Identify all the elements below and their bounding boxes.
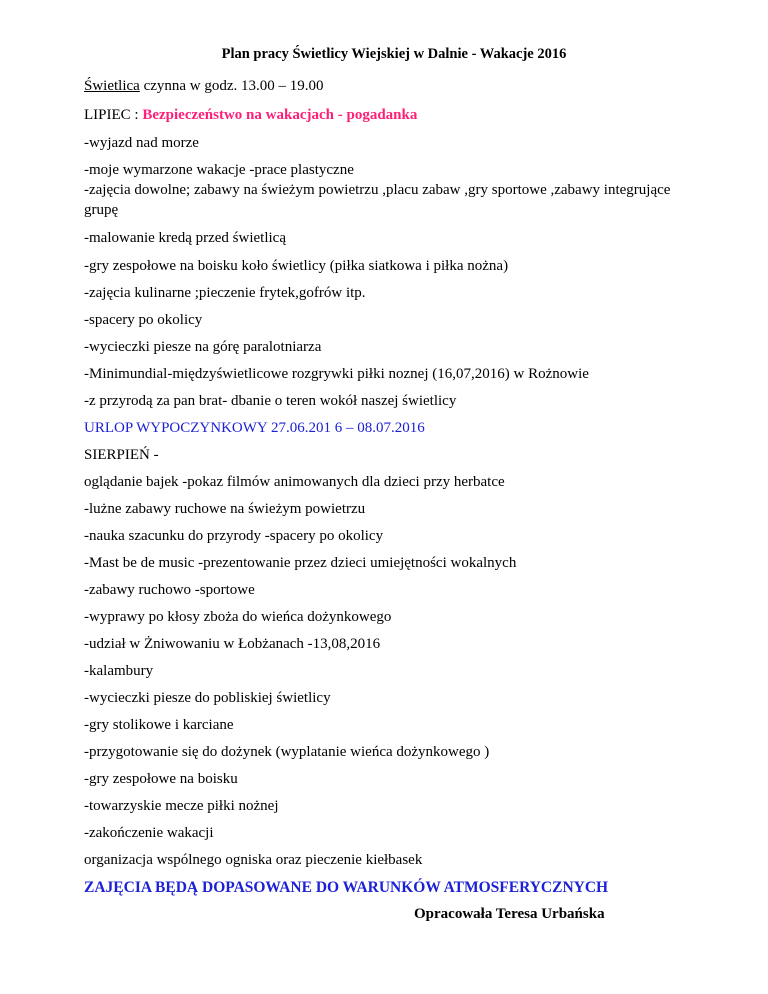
august-item: -wyprawy po kłosy zboża do wieńca dożynkowego bbox=[84, 609, 392, 625]
vacation-notice: URLOP WYPOCZYNKOWY 27.06.201 6 – 08.07.2016 bbox=[84, 420, 425, 436]
july-theme: Bezpieczeństwo na wakacjach - pogadanka bbox=[142, 107, 418, 123]
july-item: -spacery po okolicy bbox=[84, 312, 203, 328]
opening-hours bbox=[84, 76, 324, 96]
july-label: LIPIEC : bbox=[84, 107, 143, 123]
document-title: Plan pracy Świetlicy Wiejskiej w Dalnie - Wakacje 2016 bbox=[221, 46, 567, 62]
august-item: -zabawy ruchowo -sportowe bbox=[84, 582, 255, 598]
august-item: -gry zespołowe na boisku bbox=[84, 771, 238, 787]
july-item: -Minimundial-międzyświetlicowe rozgrywki piłki noznej (16,07,2016) w Rożnowie bbox=[84, 366, 589, 382]
august-item: -przygotowanie się do dożynek (wyplatanie wieńca dożynkowego ) bbox=[84, 744, 490, 760]
august-item: -zakończenie wakacji bbox=[84, 825, 214, 841]
july-item: -wyjazd nad morze bbox=[84, 135, 199, 151]
august-heading: SIERPIEŃ - bbox=[84, 447, 159, 463]
august-item: oglądanie bajek -pokaz filmów animowanych dla dzieci przy herbatce bbox=[84, 474, 505, 490]
weather-notice: ZAJĘCIA BĘDĄ DOPASOWANE DO WARUNKÓW ATMOSFERYCZNYCH bbox=[84, 879, 609, 896]
july-item: -zajęcia dowolne; zabawy na świeżym powietrzu ,placu zabaw ,gry sportowe ,zabawy integrujące grupę bbox=[84, 182, 671, 218]
august-item: organizacja wspólnego ogniska oraz pieczenie kiełbasek bbox=[84, 852, 423, 868]
august-item: -towarzyskie mecze piłki nożnej bbox=[84, 798, 279, 814]
july-item: -moje wymarzone wakacje -prace plastyczne bbox=[84, 162, 354, 178]
hours-label: Świetlica bbox=[84, 78, 140, 94]
july-item: -malowanie kredą przed świetlicą bbox=[84, 230, 286, 246]
august-item: -wycieczki piesze do pobliskiej świetlicy bbox=[84, 690, 331, 706]
july-item: -gry zespołowe na boisku koło świetlicy (piłka siatkowa i piłka nożna) bbox=[84, 258, 509, 274]
july-item: -z przyrodą za pan brat- dbanie o teren wokół naszej świetlicy bbox=[84, 393, 457, 409]
signature: Opracowała Teresa Urbańska bbox=[414, 906, 605, 922]
july-item: -zajęcia kulinarne ;pieczenie frytek,gofrów itp. bbox=[84, 285, 366, 301]
august-item: -Mast be de music -prezentowanie przez dzieci umiejętności wokalnych bbox=[84, 555, 517, 571]
august-item: -lużne zabawy ruchowe na świeżym powietrzu bbox=[84, 501, 366, 517]
august-item: -gry stolikowe i karciane bbox=[84, 717, 234, 733]
hours-text: czynna w godz. 13.00 – 19.00 bbox=[139, 78, 324, 94]
july-item: -wycieczki piesze na górę paralotniarza bbox=[84, 339, 322, 355]
july-heading bbox=[84, 105, 417, 125]
august-item: -udział w Żniwowaniu w Łobżanach -13,08,2016 bbox=[84, 636, 381, 652]
august-item: -nauka szacunku do przyrody -spacery po okolicy bbox=[84, 528, 384, 544]
august-item: -kalambury bbox=[84, 663, 154, 679]
